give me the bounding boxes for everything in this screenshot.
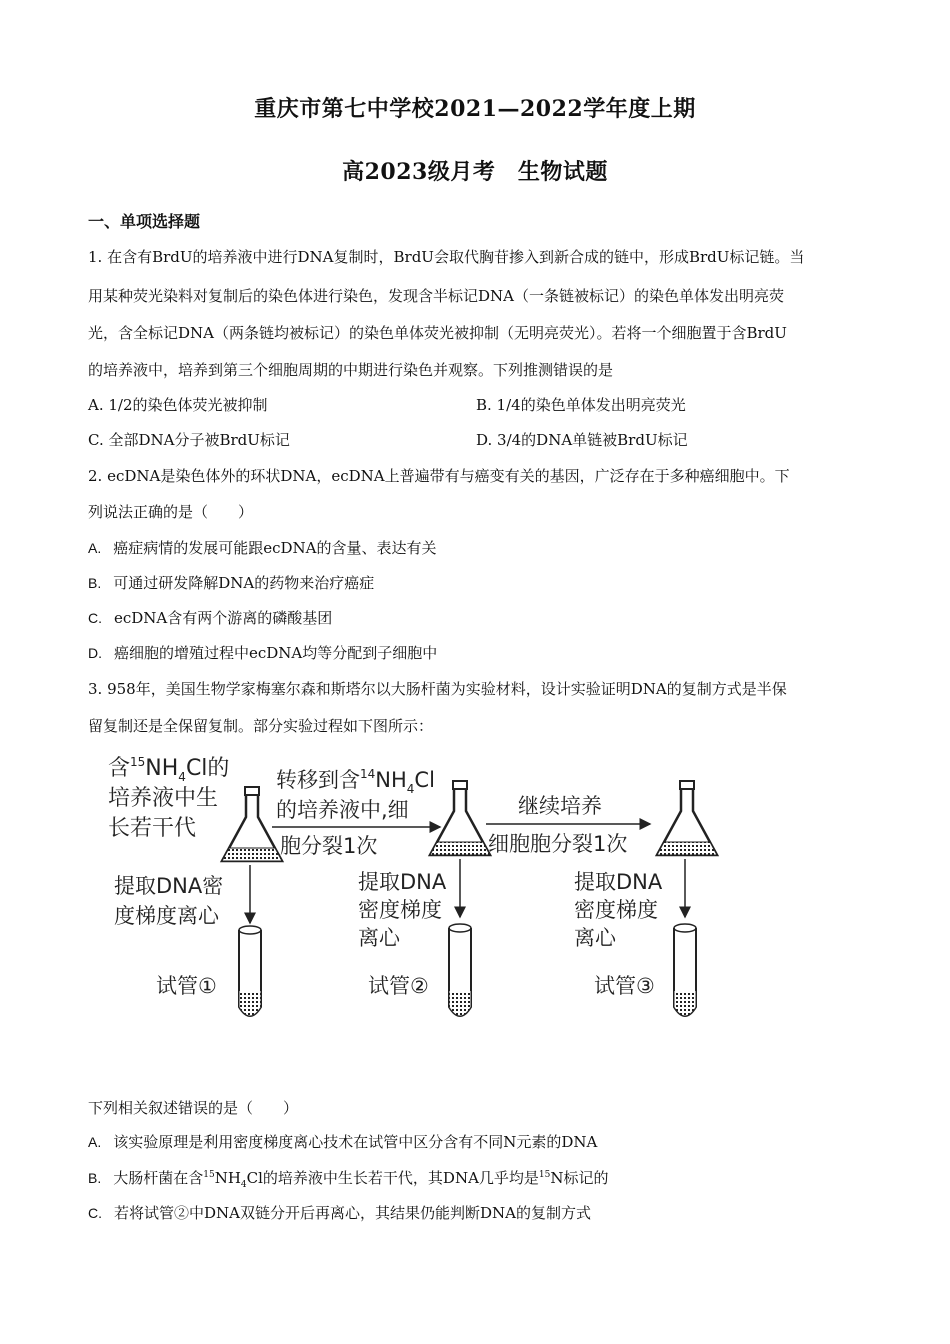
- q2-option-c-label: C.: [88, 610, 102, 626]
- q1-line-2: 用某种荧光染料对复制后的染色体进行染色，发现含半标记DNA（一条链被标记）的染色单体发出明亮荧: [88, 287, 784, 305]
- q3-option-b-label: B.: [88, 1170, 102, 1186]
- q2-option-a: [88, 537, 437, 558]
- q1-line-1: 1. 在含有BrdU的培养液中进行DNA复制时，BrdU会取代胸苷掺入到新合成的链中，形成BrdU标记链。当: [88, 248, 805, 266]
- q2-option-b: [88, 572, 374, 593]
- q2-option-c-text: ecDNA含有两个游离的磷酸基团: [114, 609, 333, 627]
- q3-option-a-text: 该实验原理是利用密度梯度离心技术在试管中区分含有不同N元素的DNA: [113, 1133, 598, 1151]
- q3-question: 下列相关叙述错误的是（ ）: [88, 1099, 299, 1117]
- q3-option-c: [88, 1202, 591, 1223]
- transfer-text-line3: 胞分裂1次: [280, 834, 378, 858]
- test-tube-2: [449, 924, 471, 1016]
- experiment-diagram: [100, 745, 740, 1035]
- q3-option-b-text-a: 大肠杆菌在含: [113, 1169, 204, 1187]
- q2-option-d-text: 癌细胞的增殖过程中ecDNA均等分配到子细胞中: [114, 644, 438, 662]
- flask-2: [430, 781, 490, 855]
- q2-option-d: [88, 642, 437, 663]
- q3-option-c-label: C.: [88, 1205, 102, 1221]
- q1-line-3: 光，含全标记DNA（两条链均被标记）的染色单体荧光被抑制（无明亮荧光）。若将一个细胞置于含BrdU: [88, 324, 787, 342]
- q2-option-a-text: 癌症病情的发展可能跟ecDNA的含量、表达有关: [113, 539, 437, 557]
- q2-option-b-text: 可通过研发降解DNA的药物来治疗癌症: [113, 574, 375, 592]
- q1-line-4: 的培养液中，培养到第三个细胞周期的中期进行染色并观察。下列推测错误的是: [88, 361, 614, 379]
- flask-1: [222, 787, 282, 861]
- q1-option-a: A. 1/2的染色体荧光被抑制: [88, 396, 268, 414]
- transfer-text-line1: 转移到含$^{14}NH_4Cl$: [276, 767, 435, 796]
- continue-text-line1: 继续培养: [518, 794, 602, 818]
- extract-1-line2: 度梯度离心: [114, 904, 219, 928]
- q1-option-c: C. 全部DNA分子被BrdU标记: [88, 431, 290, 449]
- q2-option-d-label: D.: [88, 645, 102, 661]
- flask-3: [657, 781, 717, 855]
- continue-text-line2: 细胞胞分裂1次: [488, 832, 628, 856]
- q3-option-c-text: 若将试管②中DNA双链分开后再离心，其结果仍能判断DNA的复制方式: [114, 1204, 591, 1222]
- extract-2-line3: 离心: [358, 926, 400, 950]
- tube-label-2: 试管②: [368, 974, 429, 998]
- start-text-line2: 培养液中生: [108, 786, 219, 811]
- q3-option-b-text-d: N标记的: [550, 1169, 609, 1187]
- extract-3-line2: 密度梯度: [574, 898, 658, 922]
- extract-1-line1: 提取DNA密: [114, 874, 224, 898]
- test-tube-3: [674, 924, 696, 1016]
- q3-option-b-sub: 4: [240, 1180, 247, 1190]
- extract-2-line1: 提取DNA: [358, 870, 447, 894]
- start-text-line1: 含$^{15}NH_4Cl$的: [108, 755, 230, 784]
- tube-label-1: 试管①: [156, 974, 217, 998]
- q3-option-a-label: A.: [88, 1134, 102, 1150]
- q3-option-b-text-c: Cl的培养液中生长若干代，其DNA几乎均是: [246, 1169, 539, 1187]
- q3-option-b-iso2: 15: [538, 1170, 551, 1180]
- extract-2-line2: 密度梯度: [358, 898, 442, 922]
- q3-option-a: [88, 1131, 597, 1152]
- q3-option-b: [88, 1167, 609, 1190]
- q2-option-c: [88, 607, 332, 628]
- q2-line-2: 列说法正确的是（ ）: [88, 503, 254, 521]
- transfer-text-line2: 的培养液中,细: [276, 798, 409, 822]
- tube-label-3: 试管③: [594, 974, 655, 998]
- q3-option-b-iso1: 15: [203, 1170, 215, 1180]
- q3-line-2: 留复制还是全保留复制。部分实验过程如下图所示：: [88, 717, 434, 735]
- q3-option-b-text-b: NH: [214, 1169, 241, 1187]
- q3-line-1: 3. 958年，美国生物学家梅塞尔森和斯塔尔以大肠杆菌为实验材料，设计实验证明DNA的复制方式是半保: [88, 680, 787, 698]
- extract-3-line1: 提取DNA: [574, 870, 663, 894]
- q2-option-a-label: A.: [88, 540, 102, 556]
- q2-line-1: 2. ecDNA是染色体外的环状DNA，ecDNA上普遍带有与癌变有关的基因，广泛存在于多种癌细胞中。下: [88, 467, 790, 485]
- exam-title-line2: 高2023级月考 生物试题: [342, 159, 608, 185]
- start-text-line3: 长若干代: [108, 816, 197, 841]
- test-tube-1: [239, 926, 261, 1016]
- q2-option-b-label: B.: [88, 575, 102, 591]
- exam-title-line1: 重庆市第七中学校2021—2022学年度上期: [254, 96, 696, 122]
- extract-3-line3: 离心: [574, 926, 616, 950]
- section-title: 一、单项选择题: [88, 212, 201, 231]
- q1-option-d: D. 3/4的DNA单链被BrdU标记: [476, 431, 688, 449]
- q1-option-b: B. 1/4的染色单体发出明亮荧光: [476, 396, 686, 414]
